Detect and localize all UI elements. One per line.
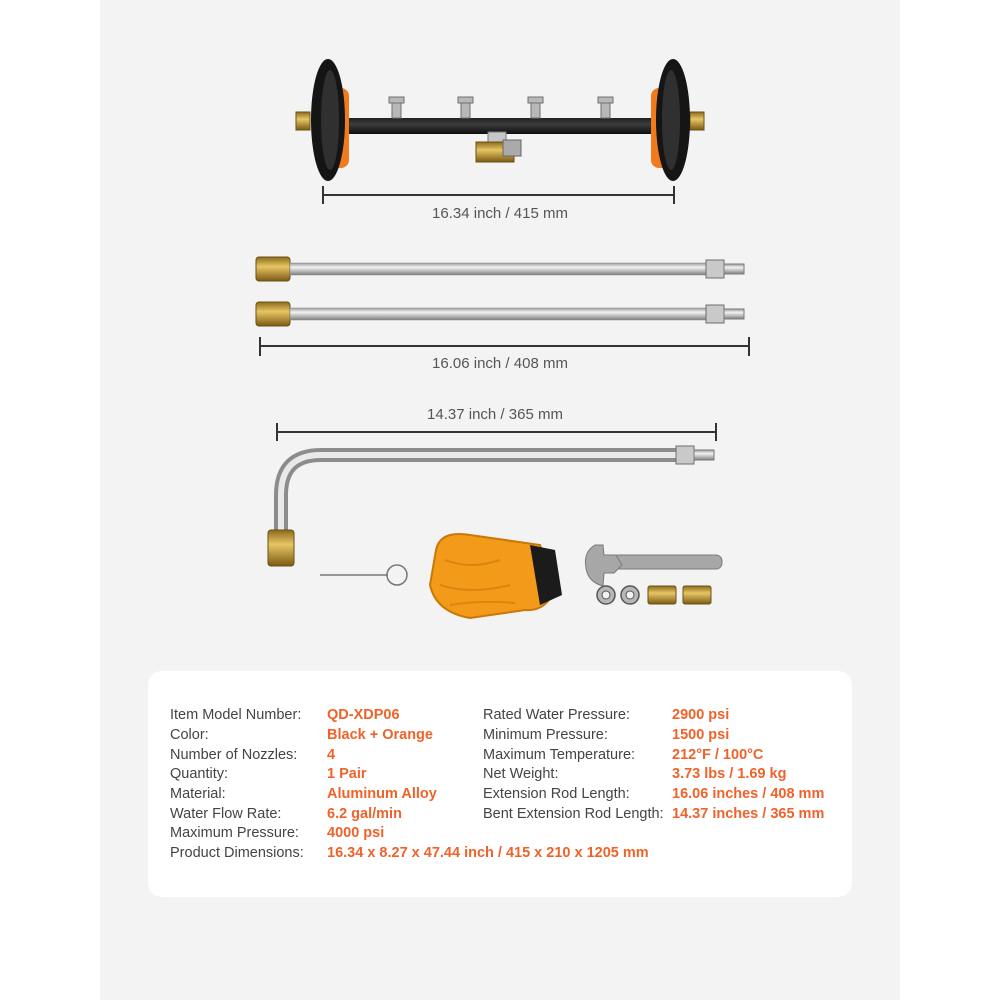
nozzle-icons [389, 97, 613, 118]
spec-label-extension-rod-length: Extension Rod Length: [483, 786, 630, 802]
dimension-line-undercarriage [323, 186, 674, 204]
spec-label-net-weight: Net Weight: [483, 766, 559, 782]
spec-value-max-temperature: 212°F / 100°C [672, 747, 764, 763]
dimension-label-undercarriage: 16.34 inch / 415 mm [432, 205, 568, 222]
dimension-line-bent-rod [277, 423, 716, 441]
spec-value-color: Black + Orange [327, 727, 433, 743]
spec-label-min-pressure: Minimum Pressure: [483, 727, 608, 743]
spec-label-rated-pressure: Rated Water Pressure: [483, 707, 630, 723]
spec-value-extension-rod-length: 16.06 inches / 408 mm [672, 786, 825, 802]
extension-rod-2 [256, 302, 744, 326]
wash-mitt [430, 534, 562, 618]
spec-value-quantity: 1 Pair [327, 766, 367, 782]
spec-label-max-temperature: Maximum Temperature: [483, 747, 636, 763]
spec-label-material: Material: [170, 786, 226, 802]
spec-label-flow-rate: Water Flow Rate: [170, 806, 282, 822]
dimension-label-bent-rod: 14.37 inch / 365 mm [427, 406, 563, 423]
spec-label-model: Item Model Number: [170, 707, 302, 723]
cleaning-needle [320, 565, 407, 585]
extension-rod-1 [256, 257, 744, 281]
spec-value-min-pressure: 1500 psi [672, 727, 730, 743]
spec-label-quantity: Quantity: [170, 766, 229, 782]
spec-label-nozzles: Number of Nozzles: [170, 747, 298, 763]
spec-label-dimensions: Product Dimensions: [170, 845, 304, 861]
spec-label-bent-rod-length: Bent Extension Rod Length: [483, 806, 664, 822]
spec-label-color: Color: [170, 727, 209, 743]
spec-label-max-pressure: Maximum Pressure: [170, 825, 299, 841]
spec-value-rated-pressure: 2900 psi [672, 707, 730, 723]
spec-value-max-pressure: 4000 psi [327, 825, 385, 841]
spec-value-net-weight: 3.73 lbs / 1.69 kg [672, 766, 787, 782]
spec-value-nozzles: 4 [327, 747, 336, 763]
dimension-line-extension-rod [260, 337, 749, 356]
undercarriage-cleaner [296, 59, 704, 181]
spec-value-bent-rod-length: 14.37 inches / 365 mm [672, 806, 825, 822]
nuts-and-fittings [597, 586, 711, 604]
spec-value-model: QD-XDP06 [327, 707, 400, 723]
wrench-icon [585, 545, 722, 586]
spec-value-dimensions: 16.34 x 8.27 x 47.44 inch / 415 x 210 x 1205 mm [327, 845, 649, 861]
spec-value-material: Aluminum Alloy [327, 786, 437, 802]
dimension-label-extension-rod: 16.06 inch / 408 mm [432, 355, 568, 372]
spec-value-flow-rate: 6.2 gal/min [327, 806, 402, 822]
